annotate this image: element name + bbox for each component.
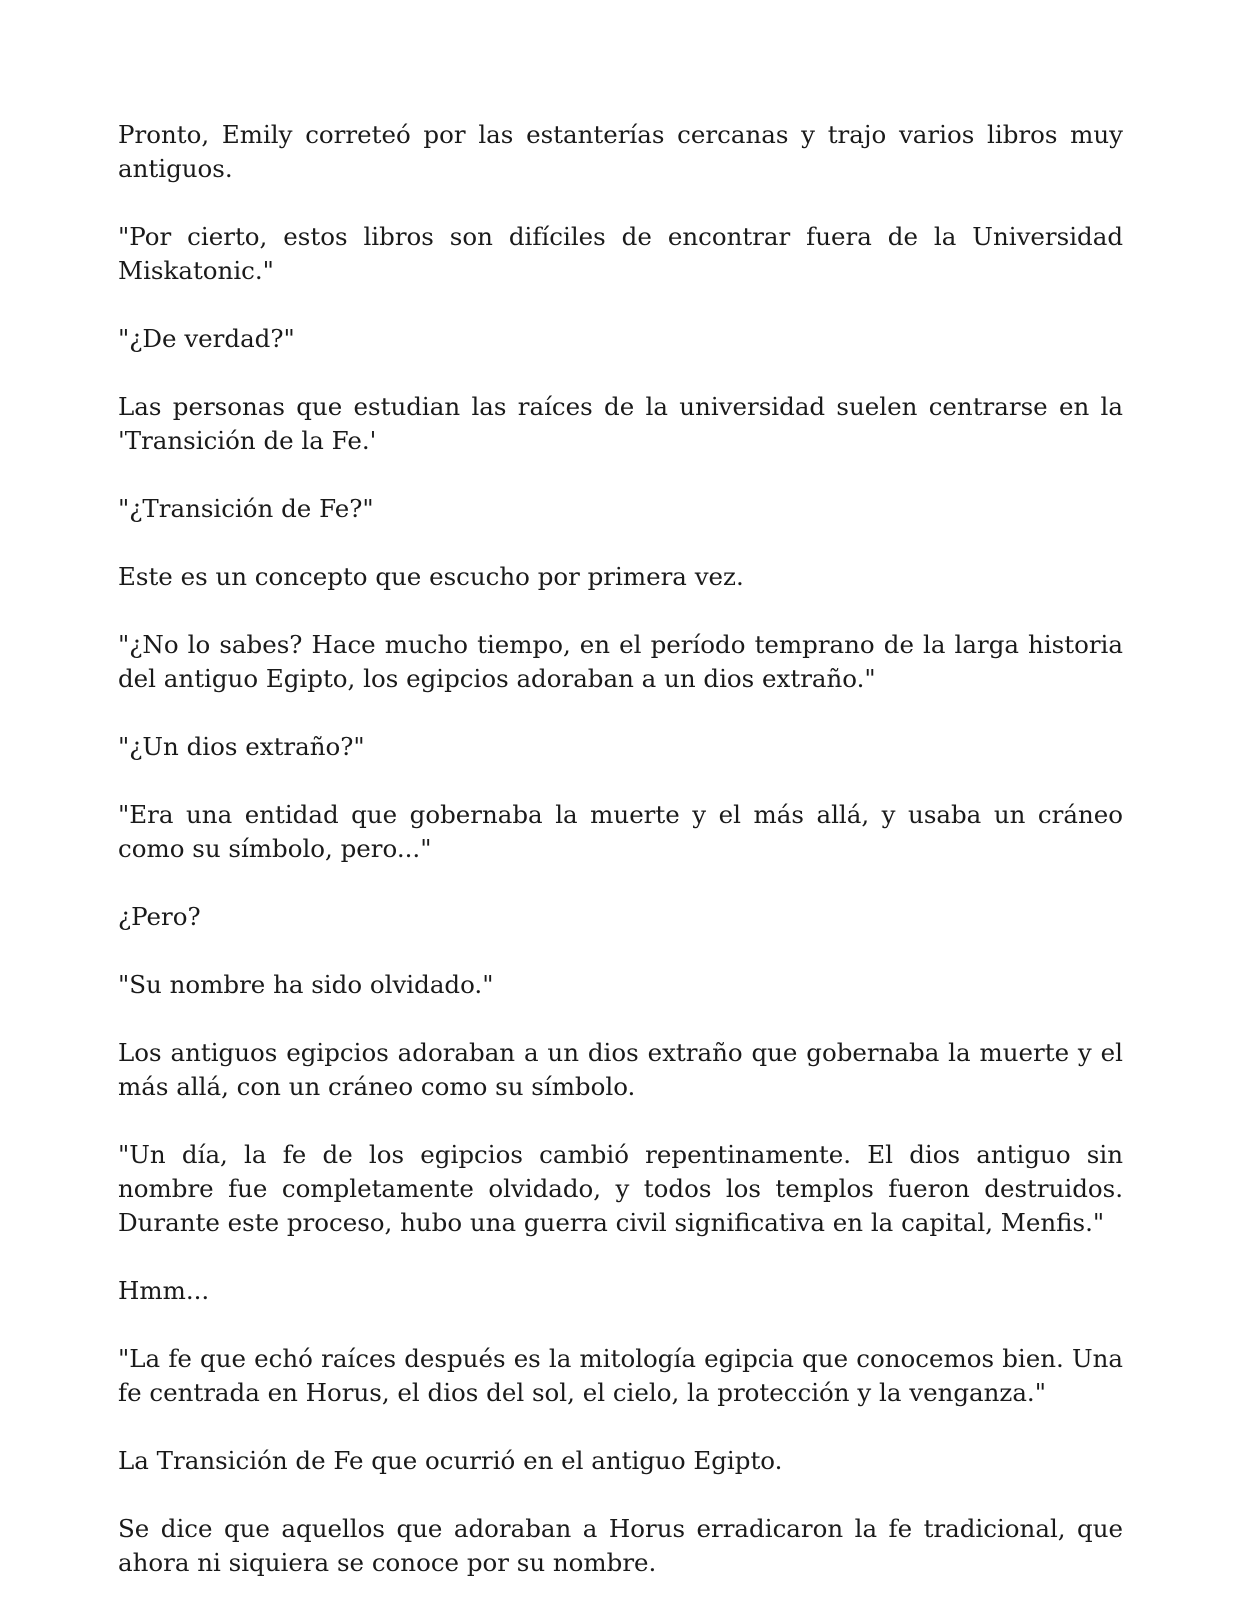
paragraph: "¿Un dios extraño?" — [118, 732, 365, 761]
paragraph: "¿De verdad?" — [118, 324, 295, 353]
paragraph: Las personas que estudian las raíces de la universidad suelen centrarse en la 'Transición de la Fe.' — [118, 392, 1123, 455]
paragraph: Los antiguos egipcios adoraban a un dios extraño que gobernaba la muerte y el más allá, con un cráneo como su símbolo. — [118, 1038, 1123, 1101]
paragraph: ¿Pero? — [118, 902, 201, 931]
paragraph: "¿Transición de Fe?" — [118, 494, 374, 523]
paragraph: "La fe que echó raíces después es la mitología egipcia que conocemos bien. Una fe centrada en Horus, el dios del sol, el cielo, la protección y la venganza." — [118, 1344, 1123, 1407]
paragraph: "Su nombre ha sido olvidado." — [118, 970, 494, 999]
paragraph: Hmm... — [118, 1276, 210, 1305]
paragraph: La Transición de Fe que ocurrió en el antiguo Egipto. — [118, 1446, 783, 1475]
paragraph: "Un día, la fe de los egipcios cambió repentinamente. El dios antiguo sin nombre fue completamente olvidado, y todos los templos fueron destruidos. Durante este proceso, hubo una guerra civil significativa en la capital, Menfis." — [118, 1140, 1123, 1237]
paragraph: "Por cierto, estos libros son difíciles de encontrar fuera de la Universidad Miskatonic." — [118, 222, 1123, 285]
paragraph: Este es un concepto que escucho por primera vez. — [118, 562, 744, 591]
paragraph: Se dice que aquellos que adoraban a Horus erradicaron la fe tradicional, que ahora ni siquiera se conoce por su nombre. — [118, 1514, 1123, 1577]
document-page — [118, 118, 1123, 1614]
paragraph: Pronto, Emily correteó por las estanterías cercanas y trajo varios libros muy antiguos. — [118, 120, 1123, 183]
paragraph: "Era una entidad que gobernaba la muerte y el más allá, y usaba un cráneo como su símbolo, pero..." — [118, 800, 1123, 863]
paragraph: "¿No lo sabes? Hace mucho tiempo, en el período temprano de la larga historia del antiguo Egipto, los egipcios adoraban a un dios extraño." — [118, 630, 1123, 693]
